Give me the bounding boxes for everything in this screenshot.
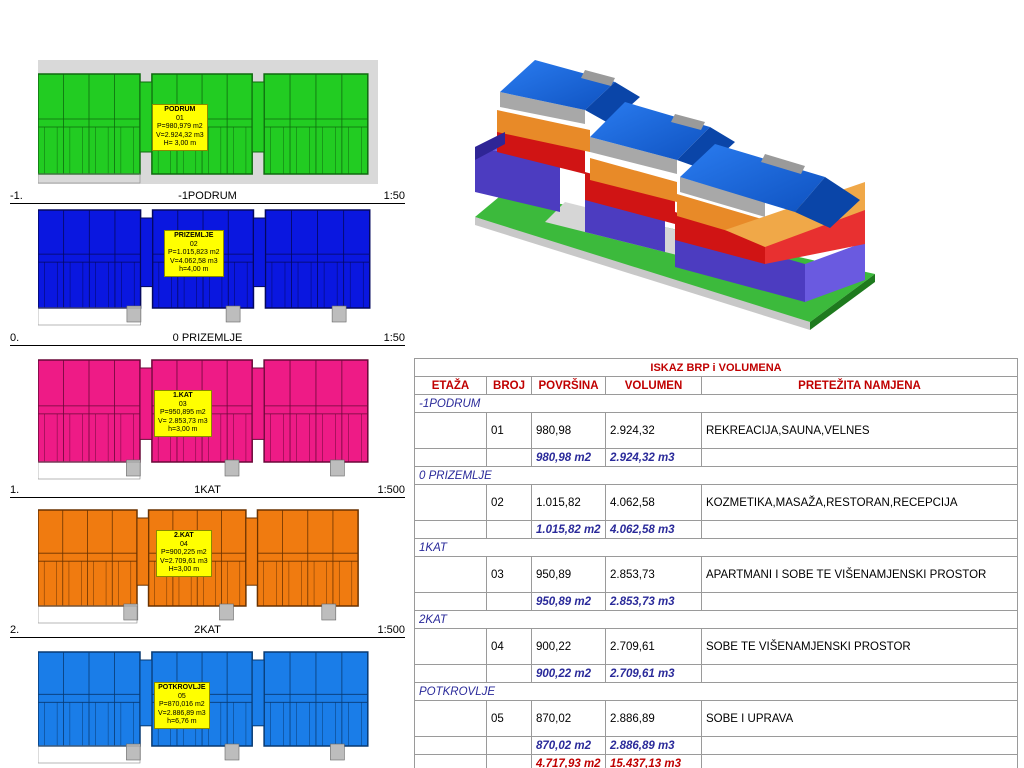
povrsina-cell: 980,98 <box>532 413 606 449</box>
floor-label-area: P=980,979 m2 <box>156 123 203 130</box>
table-row <box>415 413 1018 449</box>
broj-cell <box>487 449 532 467</box>
floor-label-area: P=870,016 m2 <box>158 701 205 708</box>
floor-label-num: 02 <box>189 240 198 248</box>
col-header-namjena: PRETEŽITA NAMJENA <box>702 377 1018 395</box>
table-group-row <box>415 395 1018 413</box>
isometric-building-model <box>465 52 885 337</box>
section-name: -1PODRUM <box>178 190 237 202</box>
plan-connector <box>140 82 152 152</box>
broj-cell: 03 <box>487 557 532 593</box>
povrsina-cell: 950,89 <box>532 557 606 593</box>
col-header-povrsina: POVRŠINA <box>532 377 606 395</box>
broj-cell <box>487 737 532 755</box>
etaza-cell <box>415 629 487 665</box>
plan-terrace-outline <box>38 746 140 763</box>
povrsina-cell: 1.015,82 <box>532 485 606 521</box>
floor-label-volume: V= 2.853,73 m3 <box>158 417 208 425</box>
broj-cell <box>487 755 532 768</box>
table-subtotal-row <box>415 449 1018 467</box>
plan-stair <box>225 744 239 760</box>
broj-cell: 02 <box>487 485 532 521</box>
plan-terrace-outline <box>38 606 137 623</box>
broj-cell: 04 <box>487 629 532 665</box>
etaza-cell <box>415 755 487 768</box>
plan-connector <box>252 82 264 152</box>
subtotal-volumen: 2.886,89 m3 <box>606 737 702 755</box>
table-group-row <box>415 467 1018 485</box>
group-name: 0 PRIZEMLJE <box>415 467 1018 485</box>
group-name: 1KAT <box>415 539 1018 557</box>
etaza-cell <box>415 449 487 467</box>
plan-connector <box>246 518 258 585</box>
table-row <box>415 701 1018 737</box>
etaza-cell <box>415 413 487 449</box>
volumen-cell: 2.709,61 <box>606 629 702 665</box>
plan-stair <box>124 604 138 620</box>
subtotal-volumen: 2.709,61 m3 <box>606 665 702 683</box>
broj-cell <box>487 593 532 611</box>
floor-label-height: h=6,76 m <box>167 718 197 725</box>
floor-label-num: 04 <box>179 540 188 548</box>
group-name: POTKROVLJE <box>415 683 1018 701</box>
etaza-cell <box>415 521 487 539</box>
povrsina-cell: 870,02 <box>532 701 606 737</box>
col-header-etaza: ETAŽA <box>415 377 487 395</box>
floor-label-title: PODRUM <box>164 106 196 113</box>
plan-stair <box>127 306 141 322</box>
plan-connector <box>252 368 264 439</box>
floor-label-title: POTKROVLJE <box>158 684 206 691</box>
plan-stair <box>330 744 344 760</box>
volumen-cell: 2.924,32 <box>606 413 702 449</box>
etaza-cell <box>415 557 487 593</box>
namjena-cell: SOBE TE VIŠENAMJENSKI PROSTOR <box>702 629 1018 665</box>
volumen-cell: 2.853,73 <box>606 557 702 593</box>
table-group-row <box>415 683 1018 701</box>
namjena-cell: SOBE I UPRAVA <box>702 701 1018 737</box>
floor-label-num: 05 <box>177 692 186 700</box>
floor-plan-1kat <box>38 358 378 480</box>
plan-connector <box>253 218 265 287</box>
total-povrsina: 4.717,93 m2 <box>532 755 606 768</box>
plan-connector <box>140 660 152 726</box>
floor-plan-podrum-drawing <box>38 60 378 184</box>
section-scale: 1:50 <box>383 190 405 202</box>
floor-plan-podrum <box>38 60 378 184</box>
plan-stair <box>126 460 140 476</box>
subtotal-volumen: 2.853,73 m3 <box>606 593 702 611</box>
etaza-cell <box>415 593 487 611</box>
section-header-1kat <box>10 484 405 498</box>
table-subtotal-row <box>415 737 1018 755</box>
floor-label-volume: V=2.886,89 m3 <box>158 709 206 717</box>
floor-label-prizemlje <box>164 230 224 277</box>
floor-label-area: P=950,895 m2 <box>159 409 206 416</box>
plan-connector <box>137 518 149 585</box>
plan-terrace-outline <box>38 308 141 325</box>
total-volumen: 15.437,13 m3 <box>606 755 702 768</box>
volumen-cell: 2.886,89 <box>606 701 702 737</box>
volumen-cell: 4.062,58 <box>606 485 702 521</box>
section-scale: 1:500 <box>377 484 405 496</box>
floor-plan-2kat <box>38 508 368 624</box>
subtotal-volumen: 2.924,32 m3 <box>606 449 702 467</box>
floor-label-volume: V=4.062,58 m3 <box>169 257 218 265</box>
floor-label-volume: V=2.709,61 m3 <box>160 557 208 565</box>
broj-cell <box>487 521 532 539</box>
subtotal-povrsina: 870,02 m2 <box>532 737 606 755</box>
section-number: -1. <box>10 190 23 202</box>
subtotal-volumen: 4.062,58 m3 <box>606 521 702 539</box>
section-name: 1KAT <box>194 484 221 496</box>
section-number: 2. <box>10 624 20 636</box>
floor-plan-prizemlje <box>38 208 380 326</box>
table-group-row <box>415 539 1018 557</box>
floor-label-podrum <box>152 104 208 151</box>
subtotal-povrsina: 1.015,82 m2 <box>532 521 606 539</box>
floor-label-potkrovlje <box>154 682 210 729</box>
etaza-cell <box>415 485 487 521</box>
floor-label-area: P=900,225 m2 <box>160 549 207 556</box>
floor-label-height: h=4,00 m <box>179 266 209 273</box>
plan-connector <box>140 368 152 439</box>
table-title: ISKAZ BRP i VOLUMENA <box>415 359 1018 377</box>
table-row <box>415 557 1018 593</box>
povrsina-cell: 900,22 <box>532 629 606 665</box>
plan-stair <box>332 306 346 322</box>
table-row <box>415 629 1018 665</box>
table-row <box>415 485 1018 521</box>
namjena-cell <box>702 665 1018 683</box>
namjena-cell <box>702 449 1018 467</box>
plan-stair <box>330 460 344 476</box>
section-name: 2KAT <box>194 624 221 636</box>
table-total-row <box>415 755 1018 768</box>
section-number: 0. <box>10 332 20 344</box>
table-group-row <box>415 611 1018 629</box>
etaza-cell <box>415 701 487 737</box>
floor-label-height: H= 3,00 m <box>163 140 197 147</box>
floor-label-title: 2.KAT <box>173 532 194 539</box>
namjena-cell: KOZMETIKA,MASAŽA,RESTORAN,RECEPCIJA <box>702 485 1018 521</box>
col-header-broj: BROJ <box>487 377 532 395</box>
broj-cell: 01 <box>487 413 532 449</box>
table-subtotal-row <box>415 593 1018 611</box>
floor-plan-potkrovlje <box>38 650 378 764</box>
section-header-2kat <box>10 624 405 638</box>
section-header-podrum <box>10 190 405 204</box>
floor-label-num: 01 <box>175 114 184 122</box>
subtotal-povrsina: 980,98 m2 <box>532 449 606 467</box>
section-header-prizemlje <box>10 332 405 346</box>
floor-label-height: h=3,00 m <box>168 426 198 433</box>
plan-stair <box>126 744 140 760</box>
subtotal-povrsina: 950,89 m2 <box>532 593 606 611</box>
plan-stair <box>322 604 336 620</box>
floor-label-volume: V=2.924,32 m3 <box>156 131 204 139</box>
group-name: 2KAT <box>415 611 1018 629</box>
section-number: 1. <box>10 484 20 496</box>
broj-cell: 05 <box>487 701 532 737</box>
floor-label-title: 1.KAT <box>172 392 193 399</box>
col-header-volumen: VOLUMEN <box>606 377 702 395</box>
table-subtotal-row <box>415 665 1018 683</box>
floor-label-num: 03 <box>178 400 187 408</box>
section-scale: 1:50 <box>383 332 405 344</box>
namjena-cell: APARTMANI I SOBE TE VIŠENAMJENSKI PROSTOR <box>702 557 1018 593</box>
floor-label-height: H=3,00 m <box>168 566 200 573</box>
plan-stair <box>226 306 240 322</box>
namjena-cell <box>702 755 1018 768</box>
etaza-cell <box>415 737 487 755</box>
floor-label-area: P=1.015,823 m2 <box>168 249 220 256</box>
brp-volume-table <box>414 358 1018 768</box>
section-scale: 1:500 <box>377 624 405 636</box>
floor-label-2kat <box>156 530 212 577</box>
subtotal-povrsina: 900,22 m2 <box>532 665 606 683</box>
plan-connector <box>141 218 153 287</box>
namjena-cell <box>702 593 1018 611</box>
section-name: 0 PRIZEMLJE <box>172 332 243 344</box>
namjena-cell <box>702 737 1018 755</box>
table-subtotal-row <box>415 521 1018 539</box>
etaza-cell <box>415 665 487 683</box>
plan-stair <box>225 460 239 476</box>
broj-cell <box>487 665 532 683</box>
plan-terrace-outline <box>38 462 140 479</box>
namjena-cell: REKREACIJA,SAUNA,VELNES <box>702 413 1018 449</box>
floor-label-title: PRIZEMLJE <box>174 232 214 239</box>
group-name: -1PODRUM <box>415 395 1018 413</box>
plan-connector <box>252 660 264 726</box>
plan-stair <box>220 604 234 620</box>
floor-label-1kat <box>154 390 212 437</box>
namjena-cell <box>702 521 1018 539</box>
